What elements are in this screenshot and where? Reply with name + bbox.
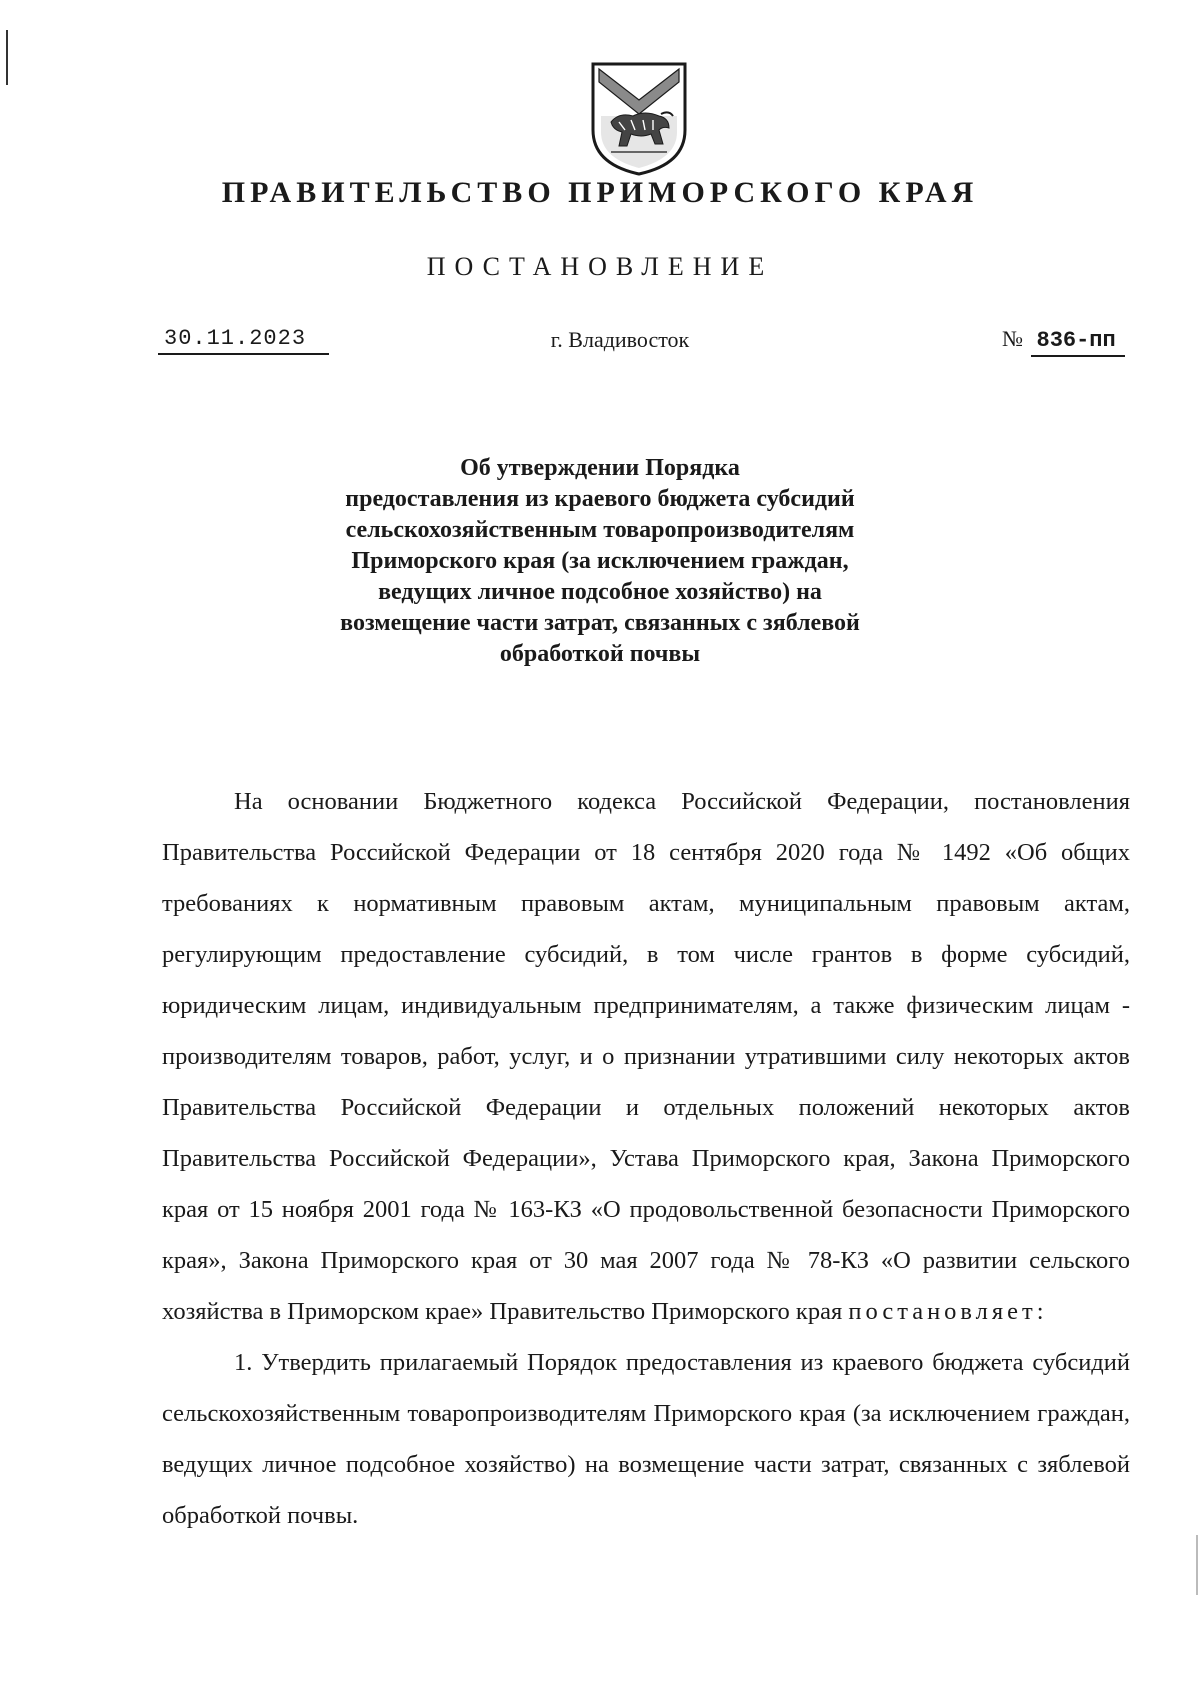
- subject-line: ведущих личное подсобное хозяйство) на: [378, 579, 822, 605]
- document-city: г. Владивосток: [550, 327, 690, 352]
- number-value: 836-пп: [1031, 327, 1125, 357]
- scan-artifact-left: [6, 30, 8, 85]
- number-prefix: №: [1002, 326, 1023, 351]
- item-1-paragraph: 1. Утвердить прилагаемый Порядок предоставления из краевого бюджета субсидий сельскохозяйственным товаропроизводителям Приморского края (за исключением граждан, ведущих личное подсобное хозяйство) на возмещение части затрат, связанных с зяблевой обработкой почвы.: [162, 1349, 1130, 1529]
- coat-of-arms-emblem: [589, 60, 689, 178]
- scan-artifact-right: [1196, 1535, 1198, 1595]
- document-number: [1002, 325, 1130, 357]
- subject-line: Приморского края (за исключением граждан,: [351, 548, 849, 574]
- subject-line: обработкой почвы: [499, 641, 701, 667]
- document-subject: [300, 453, 900, 670]
- document-body: [162, 776, 1130, 1541]
- preamble-text: На основании Бюджетного кодекса Российской Федерации, постановления Правительства Российской Федерации от 18 сентября 2020 года № 1492 «Об общих требованиях к нормативным правовым актам, муниципальным правовым актам, регулирующим предоставление субсидий, в том числе грантов в форме субсидий, юридическим лицам, индивидуальным предпринимателям, а также физическим лицам - производителям товаров, работ, услуг, и о признании утратившими силу некоторых актов Правительства Российской Федерации и отдельных положений некоторых актов Правительства Российской Федерации», Устава Приморского края, Закона Приморского края от 15 ноября 2001 года № 163-КЗ «О продовольственной безопасности Приморского края», Закона Приморского края от 30 мая 2007 года № 78-КЗ «О развитии сельского хозяйства в Приморском крае» Правительство Приморского края: [162, 788, 1130, 1325]
- document-date: 30.11.2023: [158, 325, 329, 355]
- subject-line: сельскохозяйственным товаропроизводителям: [345, 517, 855, 543]
- decree-word: постановляет:: [848, 1298, 1048, 1325]
- document-type-heading: ПОСТАНОВЛЕНИЕ: [426, 252, 774, 281]
- preamble-paragraph: [162, 776, 1130, 1337]
- subject-line: предоставления из краевого бюджета субсидий: [345, 486, 855, 512]
- government-title: ПРАВИТЕЛЬСТВО ПРИМОРСКОГО КРАЯ: [221, 176, 979, 209]
- subject-line: возмещение части затрат, связанных с зяблевой: [340, 610, 860, 636]
- subject-line: Об утверждении Порядка: [460, 455, 740, 481]
